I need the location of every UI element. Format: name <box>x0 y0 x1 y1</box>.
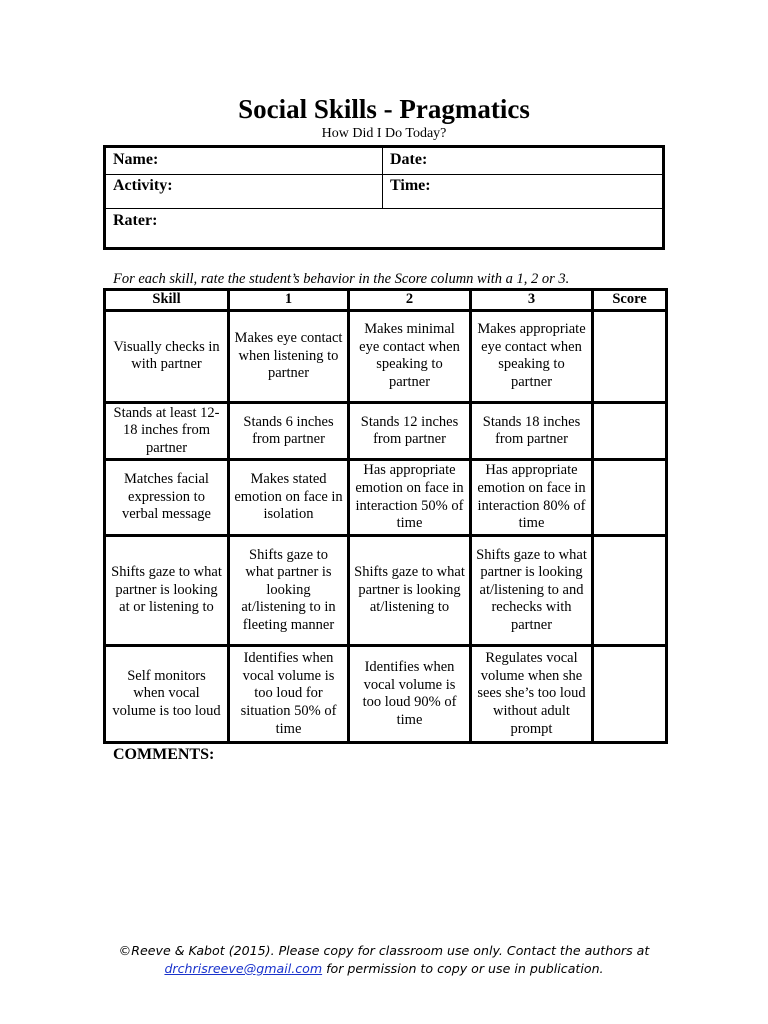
page-subtitle: How Did I Do Today? <box>321 126 447 141</box>
student-info-form <box>103 145 665 250</box>
skill-cell: Visually checks in with partner <box>105 310 229 403</box>
level-1-cell: Identifies when vocal volume is too loud for situation 50% of time <box>229 646 349 743</box>
level-2-cell: Shifts gaze to what partner is looking at/listening to <box>349 535 471 646</box>
skill-cell: Self monitors when vocal volume is too loud <box>105 646 229 743</box>
header-level-1: 1 <box>229 290 349 311</box>
score-cell[interactable] <box>593 646 667 743</box>
time-label: Time: <box>390 177 431 194</box>
level-1-cell: Stands 6 inches from partner <box>229 403 349 460</box>
footer-line-1: ©Reeve & Kabot (2015). Please copy for classroom use only. Contact the authors at <box>118 943 650 958</box>
score-cell[interactable] <box>593 535 667 646</box>
date-label: Date: <box>390 151 428 168</box>
level-1-cell: Shifts gaze to what partner is looking at/listening to in fleeting manner <box>229 535 349 646</box>
header-skill: Skill <box>105 290 229 311</box>
score-cell[interactable] <box>593 460 667 535</box>
info-divider <box>106 174 662 175</box>
name-label: Name: <box>113 151 159 168</box>
level-3-cell: Makes appropriate eye contact when speaking to partner <box>471 310 593 403</box>
level-3-cell: Shifts gaze to what partner is looking at/listening to and rechecks with partner <box>471 535 593 646</box>
footer-line-2 <box>0 960 768 978</box>
table-row <box>105 535 667 646</box>
rater-label: Rater: <box>113 212 158 229</box>
copyright-footer <box>0 942 768 978</box>
table-row <box>105 310 667 403</box>
level-2-cell: Has appropriate emotion on face in interaction 50% of time <box>349 460 471 535</box>
author-email-link[interactable]: drchrisreeve@gmail.com <box>164 961 323 976</box>
activity-label: Activity: <box>113 177 173 194</box>
skill-cell: Shifts gaze to what partner is looking at or listening to <box>105 535 229 646</box>
footer-line-2-text: for permission to copy or use in publication. <box>322 961 604 976</box>
rubric-table <box>103 288 668 744</box>
rubric-header-row <box>105 290 667 311</box>
header-level-2: 2 <box>349 290 471 311</box>
instructions-text: For each skill, rate the student’s behavior in the Score column with a 1, 2 or 3. <box>113 271 570 287</box>
level-1-cell: Makes stated emotion on face in isolation <box>229 460 349 535</box>
level-3-cell: Regulates vocal volume when she sees she’s too loud without adult prompt <box>471 646 593 743</box>
header-score: Score <box>593 290 667 311</box>
table-row <box>105 460 667 535</box>
level-2-cell: Makes minimal eye contact when speaking to partner <box>349 310 471 403</box>
header-level-3: 3 <box>471 290 593 311</box>
score-cell[interactable] <box>593 403 667 460</box>
skill-cell: Matches facial expression to verbal message <box>105 460 229 535</box>
comments-label: COMMENTS: <box>113 746 215 763</box>
level-3-cell: Stands 18 inches from partner <box>471 403 593 460</box>
table-row <box>105 403 667 460</box>
table-row <box>105 646 667 743</box>
level-3-cell: Has appropriate emotion on face in interaction 80% of time <box>471 460 593 535</box>
page-title: Social Skills - Pragmatics <box>238 94 530 124</box>
score-cell[interactable] <box>593 310 667 403</box>
skill-cell: Stands at least 12-18 inches from partner <box>105 403 229 460</box>
info-divider <box>106 208 662 209</box>
level-2-cell: Stands 12 inches from partner <box>349 403 471 460</box>
level-1-cell: Makes eye contact when listening to partner <box>229 310 349 403</box>
level-2-cell: Identifies when vocal volume is too loud 90% of time <box>349 646 471 743</box>
